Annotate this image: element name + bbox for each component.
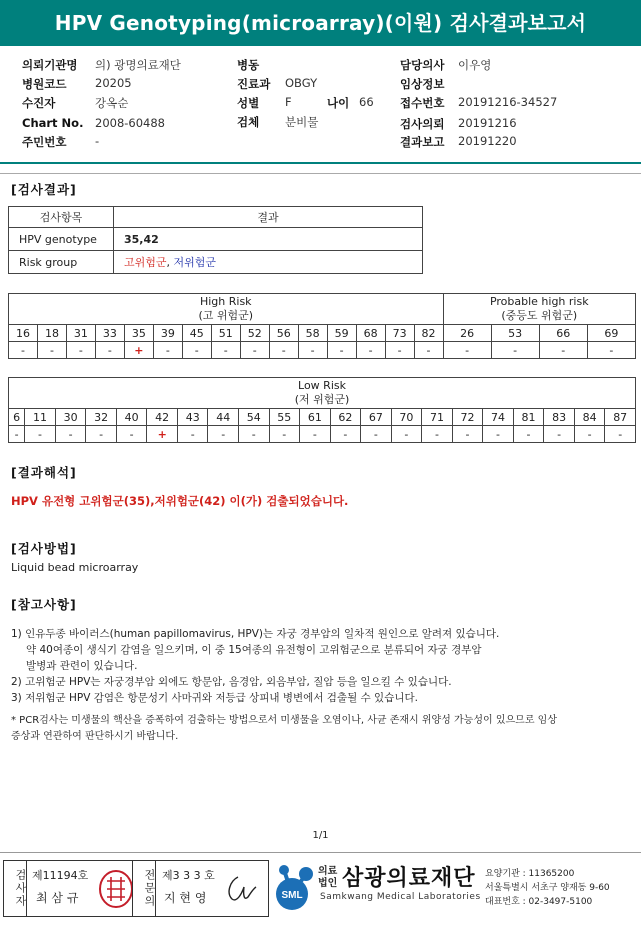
result-date-row [400,134,517,152]
hpv-result-cell: - [9,342,38,359]
hpv-result-cell: - [483,426,514,443]
hpv-type-cell: 26 [443,325,491,342]
hpv-result-cell: - [9,426,25,443]
hpv-type-cell: 31 [66,325,95,342]
hpv-result-cell: - [422,426,453,443]
hpv-result-cell: - [298,342,327,359]
hospital-value: 의) 광명의료재단 [95,58,181,72]
request-value: 20191216 [458,116,517,130]
hpv-result-cell: - [574,426,605,443]
hpv-type-cell: 42 [147,409,178,426]
chart-label: Chart No. [22,116,84,130]
hpv-result-cell: - [544,426,575,443]
divider-gray [0,173,641,174]
hpv-type-cell: 30 [55,409,86,426]
hpv-type-cell: 73 [385,325,414,342]
receipt-value: 20191216-34527 [458,95,558,109]
id-value: - [95,134,100,148]
probable-risk-subtitle: (중등도 위험군) [501,309,578,322]
code-label: 병원코드 [22,77,67,91]
dept-value: OBGY [285,76,318,90]
genotype-value: 35,42 [114,228,423,251]
id-row [22,134,100,152]
col-item-header: 검사항목 [9,207,114,228]
hpv-type-cell: 83 [544,409,575,426]
hpv-result-cell: - [55,426,86,443]
low-risk-grid [8,377,636,443]
hpv-result-cell: - [66,342,95,359]
result-date-label: 결과보고 [400,135,445,149]
divider-teal [0,162,641,164]
hpv-result-cell: - [330,426,361,443]
notes-line-3: 발병과 관련이 있습니다. [26,660,138,672]
interpretation-heading: [결과해석] [11,465,77,480]
col-result-header: 결과 [114,207,423,228]
doctor-row [400,57,492,75]
org-prefix-1: 의료 [318,866,338,877]
hpv-type-cell: 32 [86,409,117,426]
id-label: 주민번호 [22,135,67,149]
code-value: 20205 [95,76,132,90]
hpv-result-cell: - [86,426,117,443]
sml-logo-icon [270,862,316,914]
name-label: 수진자 [22,96,56,110]
doctor-value: 이우영 [458,58,492,72]
hpv-result-cell: - [116,426,147,443]
hpv-type-cell: 58 [298,325,327,342]
hpv-result-cell: - [177,426,208,443]
hpv-type-cell: 54 [239,409,270,426]
hpv-result-cell: - [269,426,300,443]
hpv-type-cell: 11 [25,409,56,426]
hpv-result-cell: - [300,426,331,443]
name-value: 강옥순 [95,96,129,110]
hpv-result-cell: + [147,426,178,443]
hpv-type-cell: 71 [422,409,453,426]
hpv-result-cell: - [443,342,491,359]
specimen-row [237,114,319,132]
hpv-type-cell: 53 [491,325,539,342]
hpv-result-cell: - [356,342,385,359]
hpv-type-cell: 72 [452,409,483,426]
hpv-type-cell: 40 [116,409,147,426]
clinical-label: 임상정보 [400,77,445,91]
org-english-name: Samkwang Medical Laboratories [320,892,481,902]
hpv-result-cell: - [269,342,298,359]
genotype-label: HPV genotype [9,228,114,251]
hpv-type-cell: 56 [269,325,298,342]
org-phone: 대표번호 : 02-3497-5100 [485,897,593,907]
hpv-result-cell: - [37,342,66,359]
agency-number: 요양기관 : 11365200 [485,869,575,879]
high-risk-subtitle: (고 위험군) [198,309,254,322]
hpv-type-cell: 59 [327,325,356,342]
hpv-type-cell: 87 [605,409,636,426]
logo-text: SML [281,890,303,901]
result-date-value: 20191220 [458,134,517,148]
hpv-type-cell: 68 [356,325,385,342]
hpv-type-cell: 55 [269,409,300,426]
examiner-label-cell [4,861,27,916]
org-address: 서울특별시 서초구 양재동 9-60 [485,883,610,893]
low-risk-title: Low Risk [298,379,346,392]
method-heading: [검사방법] [11,541,77,556]
hpv-result-cell: - [25,426,56,443]
notes-line-2: 약 40여종이 생식기 감염을 일으키며, 이 중 15여종의 유전형이 고위험군으로 분류되어 자궁 경부암 [26,644,482,656]
interpretation-text: HPV 유전형 고위험군(35),저위험군(42) 이(가) 검출되었습니다. [11,494,349,508]
notes-heading: [참고사항] [11,597,77,612]
dept-row [237,76,318,94]
hpv-type-cell: 33 [95,325,124,342]
hpv-result-cell: + [124,342,153,359]
ward-label: 병동 [237,58,260,72]
examiner-license: 제11194호 [32,869,89,882]
hpv-type-cell: 45 [182,325,211,342]
hpv-result-cell: - [605,426,636,443]
hpv-type-cell: 16 [9,325,38,342]
hospital-label: 의뢰기관명 [22,58,78,72]
hpv-type-cell: 81 [513,409,544,426]
examiner-name: 최 삼 규 [36,891,79,905]
results-heading: [검사결과] [11,182,77,197]
hpv-result-cell: - [361,426,392,443]
specialist-label: 전문의 [143,869,156,908]
sex-row [237,95,397,113]
hpv-type-cell: 70 [391,409,422,426]
hpv-result-cell: - [452,426,483,443]
examiner-seal-icon [98,869,134,909]
hpv-type-cell: 82 [414,325,443,342]
high-risk-grid [8,293,636,359]
report-title: HPV Genotyping(microarray)(이원) 검사결과보고서 [54,11,587,35]
clinical-row [400,76,444,94]
sex-value: F [285,95,292,109]
hpv-result-cell: - [513,426,544,443]
hpv-type-cell: 66 [539,325,587,342]
title-bar [0,0,641,46]
hpv-result-cell: - [211,342,240,359]
specialist-license: 제3 3 3 호 [162,869,215,882]
org-name: 삼광의료재단 [342,866,476,891]
specialist-signature-icon [222,871,262,907]
hpv-result-cell: - [539,342,587,359]
hpv-type-cell: 69 [587,325,635,342]
hpv-result-cell: - [327,342,356,359]
page-number: 1/1 [312,830,329,841]
high-risk-header [9,294,444,325]
code-row [22,76,132,94]
hpv-result-cell: - [391,426,422,443]
request-row [400,116,517,134]
notes-line-4: 2) 고위험군 HPV는 자궁경부암 외에도 항문암, 음경암, 외음부암, 질암 등을 일으킬 수 있습니다. [11,676,452,688]
specialist-label-cell [133,861,156,916]
hpv-type-cell: 67 [361,409,392,426]
sex-label: 성별 [237,96,260,110]
hpv-result-cell: - [385,342,414,359]
examiner-label: 검사자 [14,869,27,908]
low-risk-header [9,378,636,409]
ward-row [237,57,259,75]
specimen-value: 분비물 [285,115,319,129]
receipt-row [400,95,558,113]
hpv-result-cell: - [587,342,635,359]
doctor-label: 담당의사 [400,58,445,72]
hpv-type-cell: 6 [9,409,25,426]
hpv-result-cell: - [239,426,270,443]
method-text: Liquid bead microarray [11,561,139,574]
hpv-type-cell: 35 [124,325,153,342]
low-risk-subtitle: (저 위험군) [294,393,350,406]
hpv-result-cell: - [208,426,239,443]
risk-sep: , [166,256,174,269]
chart-value: 2008-60488 [95,116,165,130]
hpv-type-cell: 43 [177,409,208,426]
high-risk-title: High Risk [199,295,252,308]
receipt-label: 접수번호 [400,96,445,110]
org-prefix [318,866,337,890]
risk-value [114,251,423,274]
notes-line-5: 3) 저위험군 HPV 감염은 항문성기 사마귀와 저등급 상피내 병변에서 검출될 수 있습니다. [11,692,418,704]
hpv-result-cell: - [153,342,182,359]
hpv-type-cell: 74 [483,409,514,426]
hpv-type-cell: 44 [208,409,239,426]
signature-box [3,860,269,917]
hpv-type-cell: 62 [330,409,361,426]
hpv-result-cell: - [240,342,269,359]
hpv-type-cell: 84 [574,409,605,426]
name-row [22,95,129,113]
age-value: 66 [359,95,374,109]
request-label: 검사의뢰 [400,117,445,131]
hpv-type-cell: 18 [37,325,66,342]
footnote-line-1: * PCR검사는 미생물의 핵산을 증폭하여 검출하는 방법으로서 미생물을 오염이나, 사균 존재시 위양성 가능성이 있으므로 임상 [11,715,557,726]
dept-label: 진료과 [237,77,271,91]
age-label: 나이 [327,96,350,110]
hpv-type-cell: 39 [153,325,182,342]
footer-divider [0,852,641,853]
org-prefix-2: 법인 [318,878,338,889]
probable-risk-header [443,294,635,325]
hpv-result-cell: - [414,342,443,359]
hpv-result-cell: - [491,342,539,359]
notes-line-1: 1) 인유두종 바이러스(human papillomavirus, HPV)는 자궁 경부암의 일차적 원인으로 알려져 있습니다. [11,628,500,640]
hpv-type-cell: 52 [240,325,269,342]
footnote-line-2: 증상과 연관하여 판단하시기 바랍니다. [11,731,179,742]
risk-high: 고위험군 [124,256,167,269]
specialist-name: 지 현 영 [164,891,207,905]
probable-risk-title: Probable high risk [489,295,589,308]
risk-label: Risk group [9,251,114,274]
results-table [8,206,423,274]
hospital-row [22,57,181,75]
specimen-label: 검체 [237,115,260,129]
risk-low: 저위험군 [173,256,217,269]
hpv-result-cell: - [182,342,211,359]
hpv-type-cell: 61 [300,409,331,426]
chart-row [22,116,165,134]
hpv-type-cell: 51 [211,325,240,342]
hpv-result-cell: - [95,342,124,359]
